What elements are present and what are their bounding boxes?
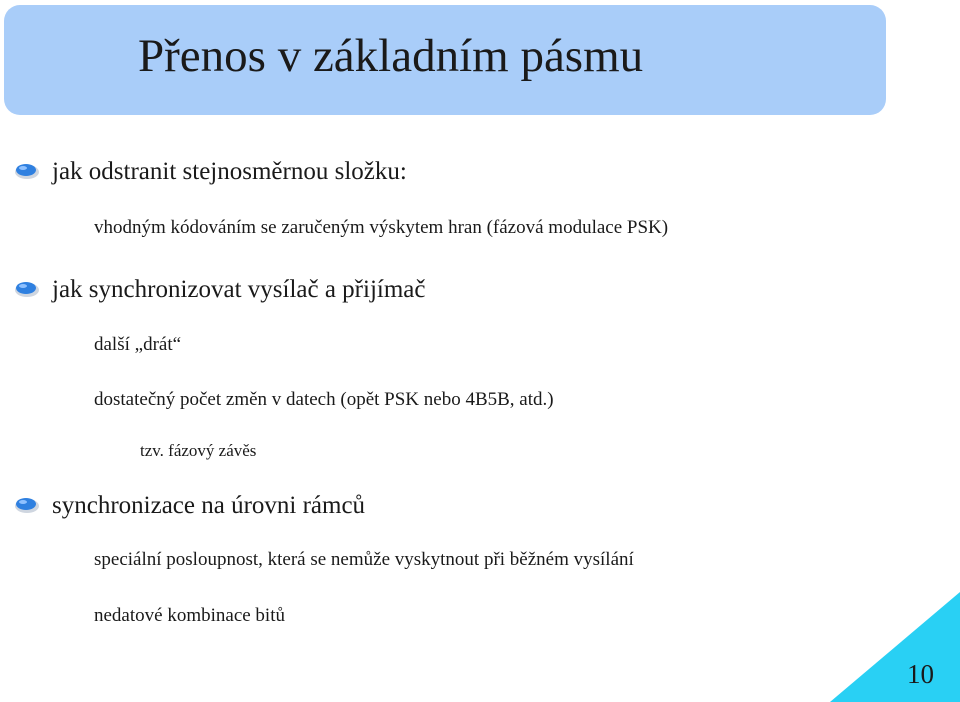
bullet-icon — [15, 281, 45, 297]
corner-triangle-decoration — [830, 592, 960, 702]
bullet-item-text: synchronizace na úrovni rámců — [52, 492, 366, 519]
sub-item: nedatové kombinace bitů — [94, 605, 285, 626]
sub-sub-item: tzv. fázový závěs — [140, 441, 257, 460]
bullet-item-2 — [52, 277, 426, 302]
sub-item: další „drát“ — [94, 334, 182, 355]
page-number: 10 — [907, 659, 934, 689]
bullet-item-text: jak synchronizovat vysílač a přijímač — [52, 276, 426, 303]
bullet-item-text: jak odstranit stejnosměrnou složku: — [52, 158, 407, 185]
sub-item: speciální posloupnost, která se nemůže vyskytnout při běžném vysílání — [94, 549, 634, 570]
bullet-icon — [15, 497, 45, 513]
slide-title: Přenos v základním pásmu — [138, 30, 644, 82]
bullet-item-1 — [52, 159, 407, 184]
sub-item: dostatečný počet změn v datech (opět PSK nebo 4B5B, atd.) — [94, 389, 554, 410]
bullet-item-3 — [52, 493, 365, 518]
bullet-icon — [15, 163, 45, 179]
sub-item: vhodným kódováním se zaručeným výskytem hran (fázová modulace PSK) — [94, 217, 669, 238]
